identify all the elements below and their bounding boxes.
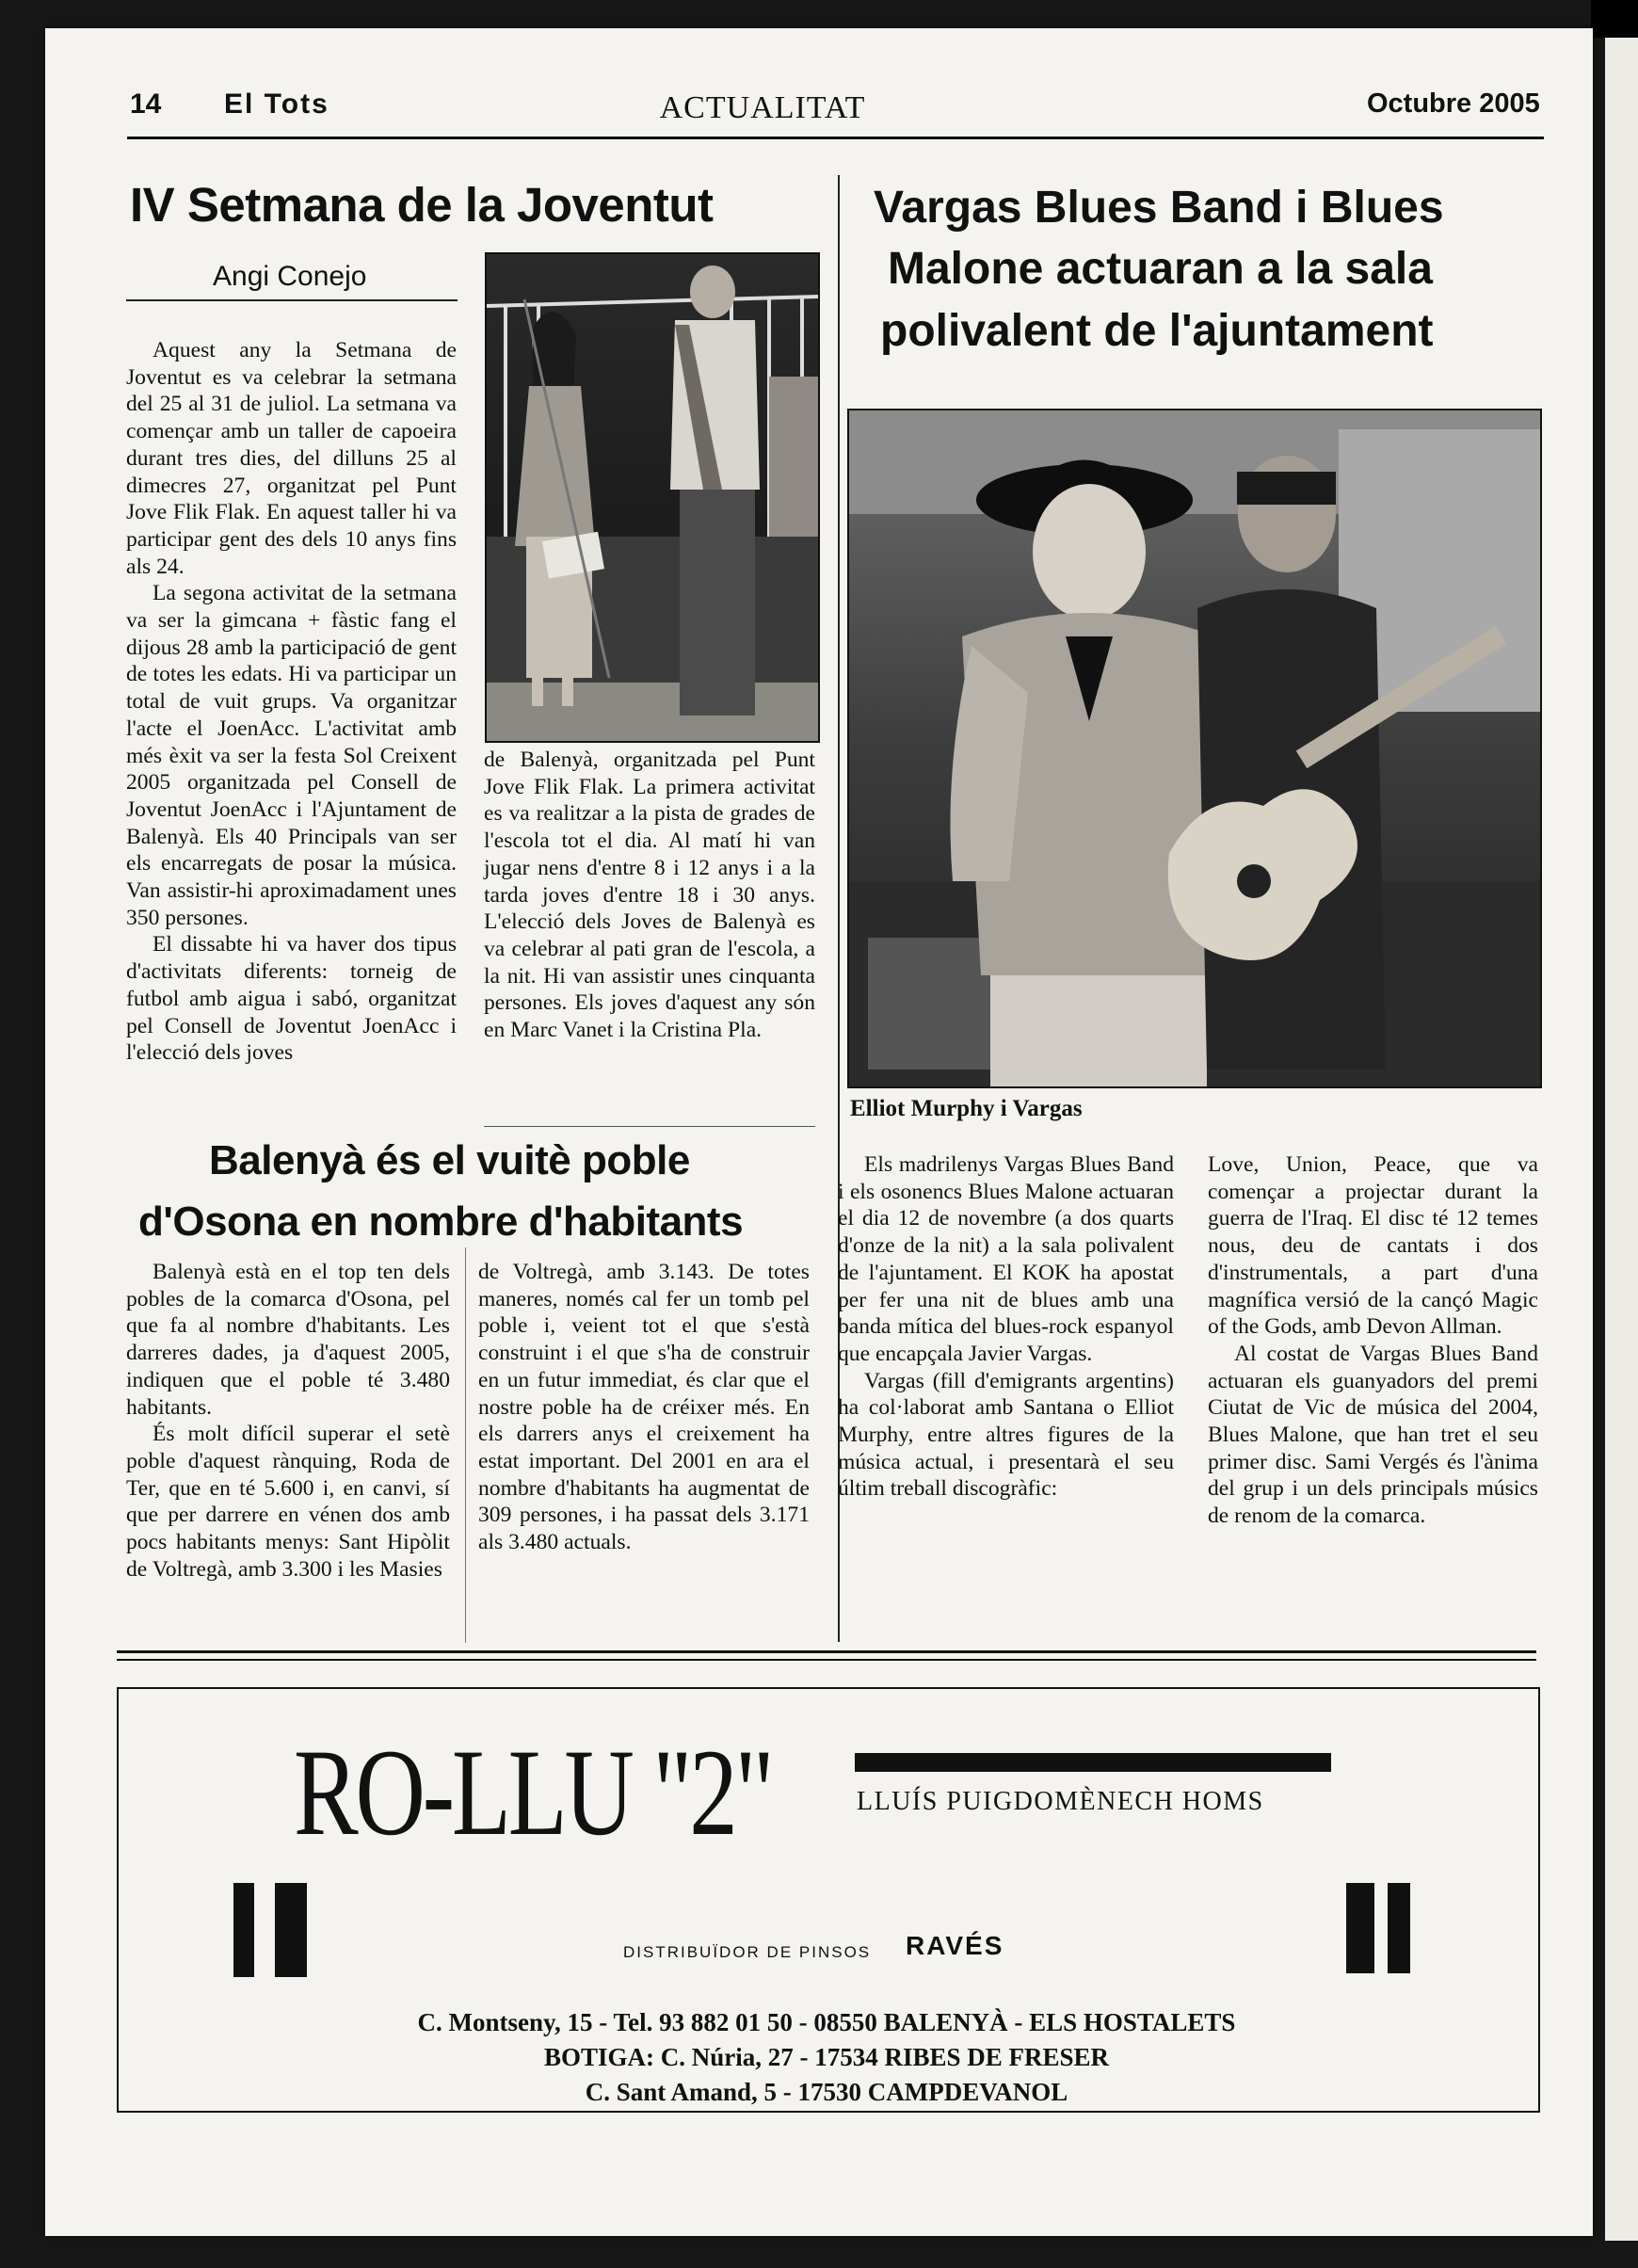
- page-number: 14: [130, 88, 162, 120]
- article-author: Angi Conejo: [213, 261, 367, 292]
- ad-bar: [1346, 1883, 1374, 1973]
- article-column: [126, 337, 457, 1067]
- paragraph: La segona activitat de la setmana va ser la gimcana + fàstic fang el dijous 28 amb la participació de gent de totes les edats. Hi va participar un total de vuit grups. Va organitzar l'acte el JoenAcc. L'activitat amb més èxit va ser la festa Sol Creixent 2005 organitzada pel Consell de Joventut JoenAcc i l'Ajuntament de Balenyà. Els 40 Principals van ser els encarregats de posar la música. Van assistir-hi aproximadament unes 350 persones.: [126, 581, 457, 930]
- issue-date: Octubre 2005: [1367, 88, 1540, 119]
- paragraph: Balenyà està en el top ten dels pobles de la comarca d'Osona, pel que fa al nombre d'habitants. Les darreres dades, ja d'aquest 2005, indiquen que el poble té 3.480 habitants.: [126, 1260, 450, 1420]
- article-title: Balenyà és el vuitè poble: [209, 1137, 690, 1183]
- publication-name: El Tots: [224, 88, 329, 120]
- section-rule: [484, 1126, 815, 1127]
- ad-bar: [1388, 1883, 1410, 1973]
- article-column: [484, 747, 815, 1044]
- article-title: IV Setmana de la Joventut: [130, 178, 714, 232]
- article-column: [838, 1151, 1174, 1503]
- ad-bar: [855, 1753, 1331, 1772]
- article-title: Vargas Blues Band i Blues: [874, 183, 1444, 233]
- musicians-photo: [847, 409, 1542, 1088]
- ad-distributor-label: DISTRIBUÏDOR DE PINSOS: [623, 1943, 872, 1961]
- ad-bar: [275, 1883, 307, 1977]
- header-rule: [127, 137, 1544, 139]
- ad-address: C. Sant Amand, 5 - 17530 CAMPDEVANOL: [585, 2078, 1068, 2106]
- article-title: polivalent de l'ajuntament: [880, 306, 1434, 356]
- youth-event-photo: [485, 252, 820, 743]
- scan-corner: [1591, 0, 1638, 38]
- paragraph: Vargas (fill d'emigrants argentins) ha col·laborat amb Santana o Elliot Murphy, entre altres figures de la música actual, i presentarà el seu últim treball discogràfic:: [838, 1368, 1174, 1502]
- ad-logo: RO-LLU "2": [294, 1723, 772, 1861]
- paragraph: Al costat de Vargas Blues Band actuaran els guanyadors del premi Ciutat de Vic de música del 2004, Blues Malone, que han tret el seu primer disc. Sami Vergés és l'ànima del grup i un dels principals músics de renom de la comarca.: [1208, 1341, 1538, 1529]
- article-title: d'Osona en nombre d'habitants: [138, 1198, 744, 1245]
- article-column: [126, 1259, 450, 1583]
- paragraph: Els madrilenys Vargas Blues Band i els osonencs Blues Malone actuaran el dia 12 de novembre (a dos quarts d'onze de la nit) a la sala polivalent de l'ajuntament. El KOK ha apostat per fer una nit de blues amb una banda mítica del blues-rock espanyol que encapçala Javier Vargas.: [838, 1152, 1174, 1366]
- paragraph: És molt difícil superar el setè poble d'aquest rànquing, Roda de Ter, que en té 5.600 i, en canvi, sí que per darrere en vénen dos amb pocs habitants menys: Sant Hipòlit de Voltregà, amb 3.300 i les Masies: [126, 1422, 450, 1582]
- paragraph: El dissabte hi va haver dos tipus d'activitats diferents: torneig de futbol amb aigua i sabó, organitzat pel Consell de Joventut JoenAcc i l'elecció dels joves: [126, 932, 457, 1066]
- ad-address: C. Montseny, 15 - Tel. 93 882 01 50 - 08550 BALENYÀ - ELS HOSTALETS: [417, 2008, 1236, 2036]
- article-column: [1208, 1151, 1538, 1530]
- ad-bar: [233, 1883, 254, 1977]
- page-edge: [1605, 38, 1638, 2241]
- photo-caption: Elliot Murphy i Vargas: [850, 1096, 1083, 1121]
- paragraph: Love, Union, Peace, que va començar a projectar durant la guerra de l'Iraq. El disc té 12 temes nous, deu de cantats i dos d'instrumentals, a part d'una magnífica versió de la cançó Magic of the Gods, amb Devon Allman.: [1208, 1152, 1538, 1340]
- ad-owner: LLUÍS PUIGDOMÈNECH HOMS: [857, 1787, 1264, 1816]
- paragraph: de Voltregà, amb 3.143. De totes maneres, només cal fer un tomb pel poble i, veient tot el que s'està construint i el que s'ha de construir en un futur immediat, és clar que el nostre poble ha de créixer més. En els darrers anys el creixement ha estat important. Del 2001 en ara el nombre d'habitants ha augmentat de 309 persones, i ha passat dels 3.171 als 3.480 actuals.: [478, 1260, 810, 1555]
- section-title: ACTUALITAT: [659, 90, 866, 125]
- paragraph: de Balenyà, organitzada pel Punt Jove Flik Flak. La primera activitat es va realitzar a la pista de grades de l'escola tot el dia. Al matí hi van jugar nens d'entre 8 i 12 anys i a la tarda joves d'entre 18 i 30 anys. L'elecció dels Joves de Balenyà es va celebrar al pati gran de l'escola, a la nit. Hi van assistir unes cinquanta persones. Els joves d'aquest any són en Marc Vanet i la Cristina Pla.: [484, 748, 815, 1043]
- article-title: Malone actuaran a la sala: [888, 244, 1433, 294]
- ad-address: BOTIGA: C. Núria, 27 - 17534 RIBES DE FRESER: [543, 2043, 1110, 2071]
- footer-rule: [117, 1659, 1536, 1661]
- paragraph: Aquest any la Setmana de Joventut es va celebrar la setmana del 25 al 31 de juliol. La setmana va començar amb un taller de capoeira durant tres dies, del dilluns 25 al dimecres 27, organitzat pel Punt Jove Flik Flak. En aquest taller hi va participar gent des dels 10 anys fins als 24.: [126, 338, 457, 579]
- column-divider: [465, 1247, 466, 1643]
- footer-rule: [117, 1650, 1536, 1653]
- article-column: [478, 1259, 810, 1556]
- ad-brand: RAVÉS: [906, 1931, 1004, 1960]
- byline-rule: [126, 299, 458, 301]
